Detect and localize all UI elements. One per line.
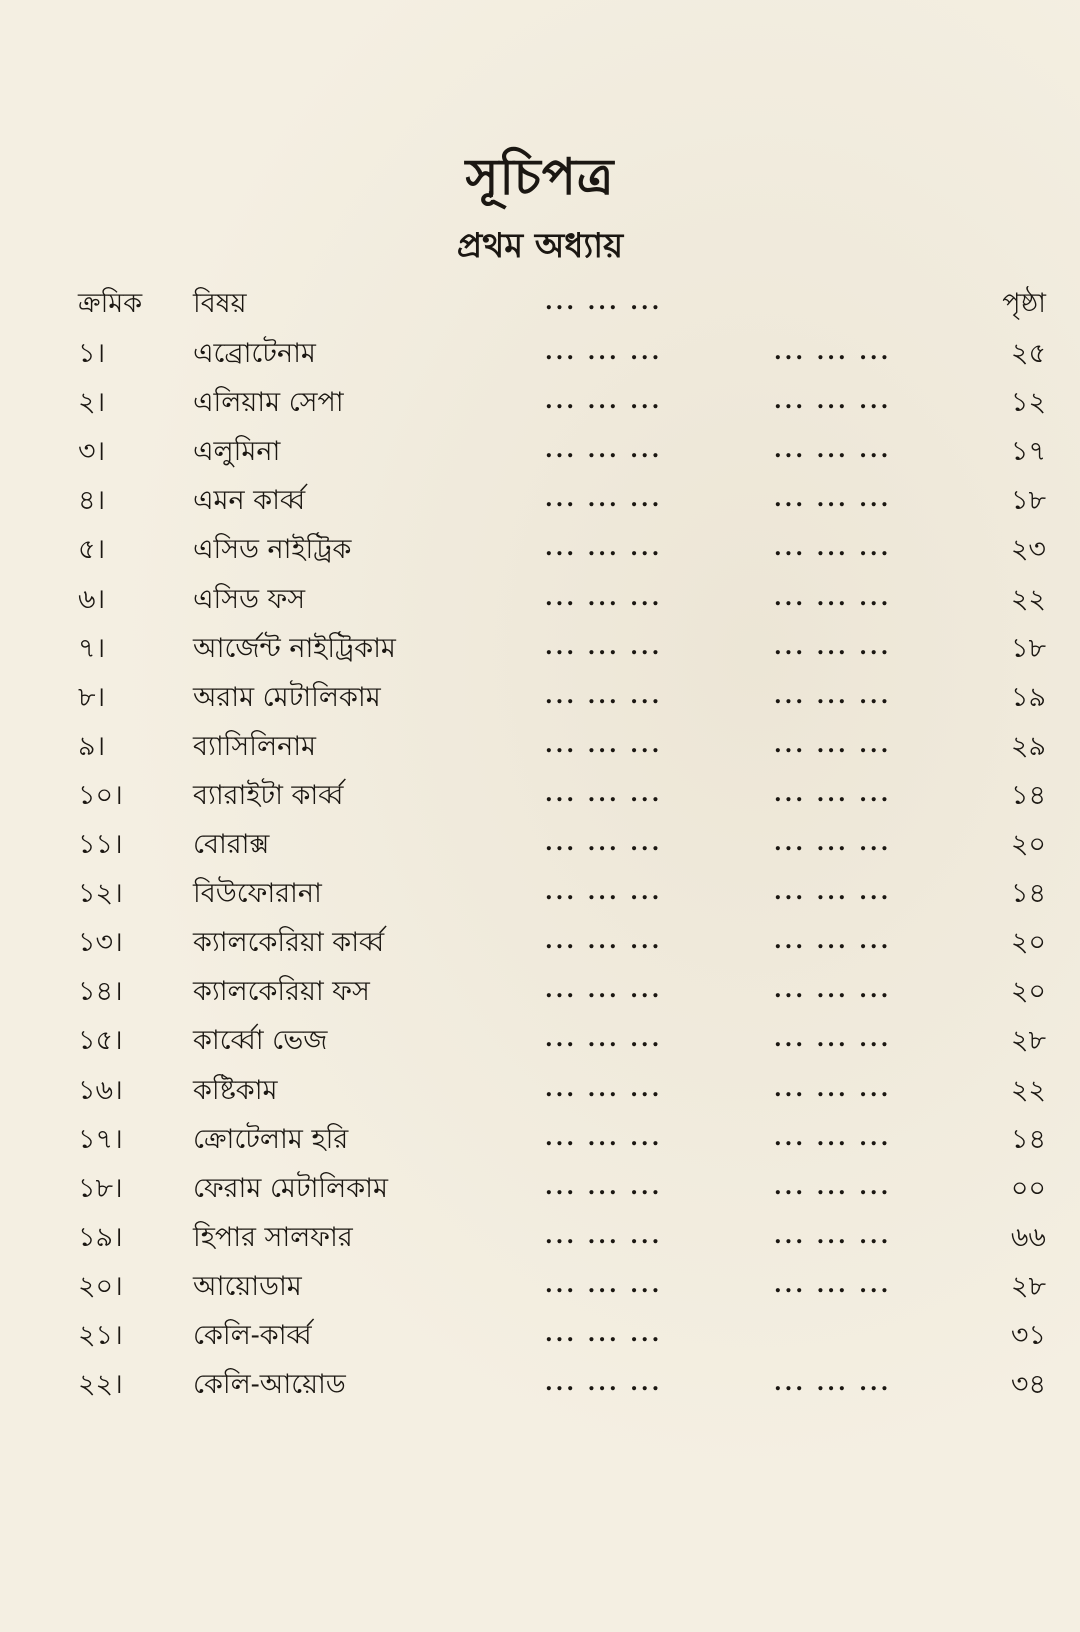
entry-leader-dots-left: ... ... ...	[545, 780, 663, 807]
entry-serial: ১৫।	[78, 1025, 123, 1057]
entry-leader-dots-right: ... ... ...	[774, 1075, 892, 1102]
entry-name: এলিয়াম সেপা	[193, 387, 344, 419]
entry-leader-dots-left: ... ... ...	[545, 731, 663, 758]
entry-name: ক্যালকেরিয়া কার্ব্ব	[193, 927, 385, 959]
entry-serial: ৩।	[78, 436, 106, 468]
entry-serial: ৪।	[78, 485, 106, 517]
list-item	[0, 579, 1080, 625]
list-item	[0, 873, 1080, 919]
entry-leader-dots-right: ... ... ...	[774, 1173, 892, 1200]
entry-leader-dots-left: ... ... ...	[545, 830, 663, 856]
list-item	[0, 677, 1080, 723]
entry-page-number: ১৮	[1010, 632, 1046, 664]
entry-serial: ৮।	[78, 681, 106, 713]
entry-serial: ৫।	[78, 534, 106, 566]
list-item	[0, 628, 1080, 674]
entry-page-number: ১৪	[1010, 779, 1046, 811]
entry-name: ব্যাসিলিনাম	[193, 730, 317, 762]
entry-name: বোরাক্স	[193, 829, 270, 860]
entry-leader-dots-left: ... ... ...	[545, 486, 663, 513]
entry-leader-dots-left: ... ... ...	[545, 388, 663, 415]
entry-page-number: ২০	[1010, 976, 1046, 1008]
entry-leader-dots-left: ... ... ...	[545, 535, 663, 562]
entry-leader-dots-left: ... ... ...	[545, 682, 663, 709]
list-item	[0, 775, 1080, 821]
table-header	[0, 283, 1080, 329]
entry-leader-dots-right: ... ... ...	[774, 486, 892, 513]
entry-name: আয়োডাম	[193, 1270, 302, 1302]
list-item	[0, 382, 1080, 428]
header-subject: বিষয়	[193, 288, 247, 319]
entry-leader-dots-right: ... ... ...	[774, 1370, 892, 1397]
entry-leader-dots-left: ... ... ...	[545, 437, 663, 464]
entry-leader-dots-right: ... ... ...	[774, 388, 892, 415]
entry-leader-dots-right: ... ... ...	[774, 584, 892, 611]
entry-leader-dots-right: ... ... ...	[774, 1026, 892, 1053]
header-page: পৃষ্ঠা	[1002, 288, 1046, 319]
entry-page-number: ১৮	[1010, 485, 1046, 517]
header-serial: ক্রমিক	[78, 288, 143, 319]
entry-leader-dots-right: ... ... ...	[774, 1124, 892, 1151]
entry-leader-dots-left: ... ... ...	[545, 1026, 663, 1053]
entry-name: কার্ব্বো ভেজ	[193, 1025, 328, 1057]
entry-leader-dots-left: ... ... ...	[545, 1271, 663, 1298]
entry-serial: ২২।	[78, 1369, 123, 1401]
entry-name: হিপার সালফার	[193, 1221, 353, 1253]
entry-page-number: ৩১	[1010, 1320, 1046, 1351]
entry-leader-dots-right: ... ... ...	[774, 928, 892, 955]
entry-serial: ১১।	[78, 829, 123, 860]
list-item	[0, 333, 1080, 379]
entry-serial: ১২।	[78, 878, 123, 910]
entry-leader-dots-left: ... ... ...	[545, 633, 663, 660]
list-item	[0, 1168, 1080, 1214]
entry-page-number: ২০	[1010, 927, 1046, 959]
entry-leader-dots-left: ... ... ...	[545, 584, 663, 611]
list-item	[0, 971, 1080, 1017]
entry-leader-dots-right: ... ... ...	[774, 1271, 892, 1298]
entry-page-number: ১২	[1010, 387, 1046, 419]
list-item	[0, 1217, 1080, 1263]
entry-page-number: ২৮	[1010, 1270, 1046, 1302]
entry-serial: ২১।	[78, 1320, 123, 1351]
entry-leader-dots-right: ... ... ...	[774, 535, 892, 562]
entry-name: কষ্টিকাম	[193, 1074, 278, 1106]
entry-page-number: ২৯	[1010, 730, 1046, 762]
entry-page-number: ২২	[1010, 583, 1046, 615]
entry-serial: ১৮।	[78, 1172, 123, 1204]
entry-page-number: ২২	[1010, 1074, 1046, 1106]
entry-name: কেলি-আয়োড	[193, 1369, 346, 1401]
entry-leader-dots-right: ... ... ...	[774, 682, 892, 709]
entry-name: অরাম মেটালিকাম	[193, 681, 381, 713]
entry-page-number: ২০	[1010, 829, 1046, 860]
entry-name: ফেরাম মেটালিকাম	[193, 1172, 388, 1204]
entry-name: এলুমিনা	[193, 436, 281, 468]
entry-name: কেলি-কার্ব্ব	[193, 1320, 312, 1351]
list-item	[0, 1266, 1080, 1312]
entry-name: এব্রোটেনাম	[193, 338, 316, 369]
entry-leader-dots-left: ... ... ...	[545, 928, 663, 955]
entry-leader-dots-right: ... ... ...	[774, 977, 892, 1004]
list-item	[0, 1315, 1080, 1361]
entry-page-number: ২৮	[1010, 1025, 1046, 1057]
entry-page-number: ১৪	[1010, 878, 1046, 910]
entry-leader-dots-left: ... ... ...	[545, 1370, 663, 1397]
list-item	[0, 480, 1080, 526]
list-item	[0, 922, 1080, 968]
entry-serial: ৯।	[78, 730, 106, 762]
entry-leader-dots-left: ... ... ...	[545, 339, 663, 365]
entry-leader-dots-right: ... ... ...	[774, 780, 892, 807]
entry-page-number: ১৯	[1010, 681, 1046, 713]
entry-page-number: ০০	[1010, 1172, 1046, 1204]
entry-name: ক্যালকেরিয়া ফস	[193, 976, 370, 1008]
entry-serial: ১০।	[78, 779, 123, 811]
list-item	[0, 529, 1080, 575]
entry-leader-dots-right: ... ... ...	[774, 437, 892, 464]
list-item	[0, 1070, 1080, 1116]
entry-name: এসিড নাইট্রিক	[193, 534, 352, 566]
entry-leader-dots-left: ... ... ...	[545, 1321, 663, 1347]
entry-serial: ১৩।	[78, 927, 123, 959]
entry-leader-dots-right: ... ... ...	[774, 830, 892, 856]
entry-serial: ১৯।	[78, 1221, 123, 1253]
entry-page-number: ২৩	[1010, 534, 1046, 566]
entry-serial: ১।	[78, 338, 106, 369]
entry-page-number: ২৫	[1010, 338, 1046, 369]
header-leader-dots: ... ... ...	[545, 289, 663, 315]
entry-serial: ১৪।	[78, 976, 123, 1008]
entry-leader-dots-left: ... ... ...	[545, 1124, 663, 1151]
list-item	[0, 824, 1080, 870]
entry-page-number: ৬৬	[1010, 1221, 1046, 1253]
entry-page-number: ৩৪	[1010, 1369, 1046, 1401]
entry-page-number: ১৪	[1010, 1123, 1046, 1155]
entry-leader-dots-left: ... ... ...	[545, 1173, 663, 1200]
entry-leader-dots-left: ... ... ...	[545, 1222, 663, 1249]
entry-leader-dots-right: ... ... ...	[774, 339, 892, 365]
entry-serial: ১৬।	[78, 1074, 123, 1106]
entry-page-number: ১৭	[1010, 436, 1046, 468]
entry-serial: ২০।	[78, 1270, 123, 1302]
list-item	[0, 1020, 1080, 1066]
entry-leader-dots-right: ... ... ...	[774, 879, 892, 906]
list-item	[0, 431, 1080, 477]
list-item	[0, 1364, 1080, 1410]
entry-serial: ৬।	[78, 583, 106, 615]
list-item	[0, 726, 1080, 772]
entry-name: এমন কার্ব্ব	[193, 485, 306, 517]
entry-serial: ৭।	[78, 632, 106, 664]
list-item	[0, 1119, 1080, 1165]
entry-name: আর্জেন্ট নাইট্রিকাম	[193, 632, 396, 664]
chapter-heading: প্রথম অধ্যায়	[456, 226, 624, 266]
entry-leader-dots-right: ... ... ...	[774, 1222, 892, 1249]
entry-name: বিউফোরানা	[193, 878, 322, 910]
entry-name: ব্যারাইটা কার্ব্ব	[193, 779, 344, 811]
entry-leader-dots-left: ... ... ...	[545, 1075, 663, 1102]
entry-serial: ১৭।	[78, 1123, 123, 1155]
entry-leader-dots-left: ... ... ...	[545, 977, 663, 1004]
entry-name: ক্রোটেলাম হরি	[193, 1123, 349, 1155]
page-title: সূচিপত্র	[465, 147, 615, 206]
entry-leader-dots-right: ... ... ...	[774, 731, 892, 758]
entry-name: এসিড ফস	[193, 583, 306, 615]
entry-serial: ২।	[78, 387, 106, 419]
entry-leader-dots-left: ... ... ...	[545, 879, 663, 906]
entry-leader-dots-right: ... ... ...	[774, 633, 892, 660]
